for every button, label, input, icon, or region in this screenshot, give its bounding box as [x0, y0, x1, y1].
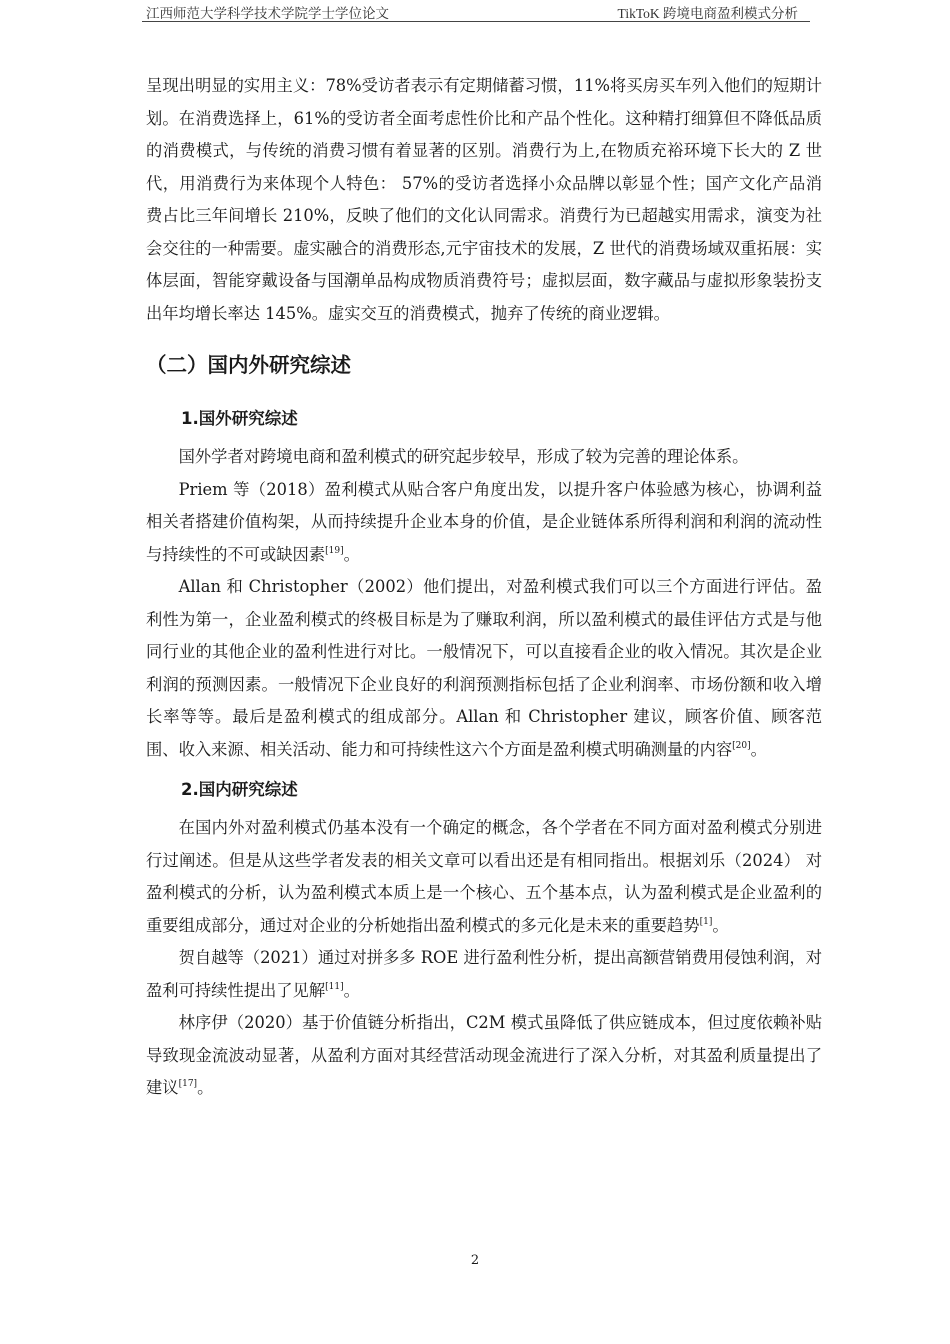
paragraph-he: [146, 942, 822, 1007]
paragraph-consumer-behavior: 呈现出明显的实用主义：78%受访者表示有定期储蓄习惯，11%将买房买车列入他们的短期计划。在消费选择上，61%的受访者全面考虑性价比和产品个性化。这种精打细算但不降低品质的消费模式，与传统的消费习惯有着显著的区别。消费行为上,在物质充裕环境下长大的 Z 世代，用消费行为来体现个人特色： 57%的受访者选择小众品牌以彰显个性；国产文化产品消费占比三年间增长 210%，反映了他们的文化认同需求。消费行为已超越实用需求，演变为社会交往的一种需要。虚实融合的消费形态,元宇宙技术的发展，Z 世代的消费场域双重拓展：实体层面，智能穿戴设备与国潮单品构成物质消费符号；虚拟层面，数字藏品与虚拟形象装扮支出年均增长率达 145%。虚实交互的消费模式，抛弃了传统的商业逻辑。: [146, 76, 822, 323]
page-number: 2: [470, 1253, 480, 1268]
paragraph-foreign-intro: 国外学者对跨境电商和盈利模式的研究起步较早，形成了较为完善的理论体系。: [178, 447, 749, 466]
paragraph-allan: [146, 571, 822, 766]
page-body: [146, 70, 822, 1105]
subsection-heading-foreign: 1.国外研究综述: [181, 409, 298, 428]
section-heading-literature-review: （二）国内外研究综述: [146, 353, 351, 377]
running-header-left: 江西师范大学科学技术学院学士学位论文: [146, 6, 389, 22]
paragraph-domestic-intro: [146, 812, 822, 942]
subsection-heading-domestic: 2.国内研究综述: [181, 780, 298, 799]
citation-ref: [17]: [178, 1079, 198, 1089]
paragraph-text: 在国内外对盈利模式仍基本没有一个确定的概念，各个学者在不同方面对盈利模式分别进行过阐述。但是从这些学者发表的相关文章可以看出还是有相同指出。根据刘乐（2024） 对盈利模式的分析，认为盈利模式本质上是一个核心、五个基本点，认为盈利模式是企业盈利的重要组成部分，通过对企业的分析她指出盈利模式的多元化是未来的重要趋势: [146, 818, 822, 935]
period: 。: [197, 1078, 214, 1097]
header-divider: [142, 21, 810, 22]
citation-ref: [20]: [732, 740, 751, 751]
paragraph-text: Allan 和 Christopher（2002）他们提出，对盈利模式我们可以三个方面进行评估。盈利性为第一，企业盈利模式的终极目标是为了赚取利润，所以盈利模式的最佳评估方式是与他同行业的其他企业的盈利性进行对比。一般情况下，可以直接看企业的收入情况。其次是企业利润的预测因素。一般情况下企业良好的利润预测指标包括了企业利润率、市场份额和收入增长率等等。最后是盈利模式的组成部分。Allan 和 Christopher 建议，顾客价值、顾客范围、收入来源、相关活动、能力和可持续性这六个方面是盈利模式明确测量的内容: [146, 577, 822, 759]
paragraph-text: 林序伊（2020）基于价值链分析指出，C2M 模式虽降低了供应链成本，但过度依赖补贴导致现金流波动显著，从盈利方面对其经营活动现金流进行了深入分析，对其盈利质量提出了建议: [146, 1013, 822, 1097]
paragraph-text: Priem 等（2018）盈利模式从贴合客户角度出发，以提升客户体验感为核心，协调利益相关者搭建价值构架，从而持续提升企业本身的价值，是企业链体系所得利润和利润的流动性与持续性的不可或缺因素: [146, 479, 822, 564]
paragraph-priem: [146, 474, 822, 572]
citation-ref: [11]: [325, 981, 344, 992]
citation-ref: [1]: [699, 916, 713, 927]
period: 。: [343, 544, 360, 564]
paragraph-text: 贺自越等（2021）通过对拼多多 ROE 进行盈利性分析，提出高额营销费用侵蚀利润，对盈利可持续性提出了见解: [146, 948, 822, 1000]
period: 。: [750, 739, 767, 759]
paragraph-lin: [146, 1007, 822, 1105]
period: 。: [343, 980, 360, 1000]
citation-ref: [19]: [325, 545, 344, 556]
period: 。: [712, 915, 729, 935]
running-header-right: TikToK 跨境电商盈利模式分析: [617, 6, 798, 21]
